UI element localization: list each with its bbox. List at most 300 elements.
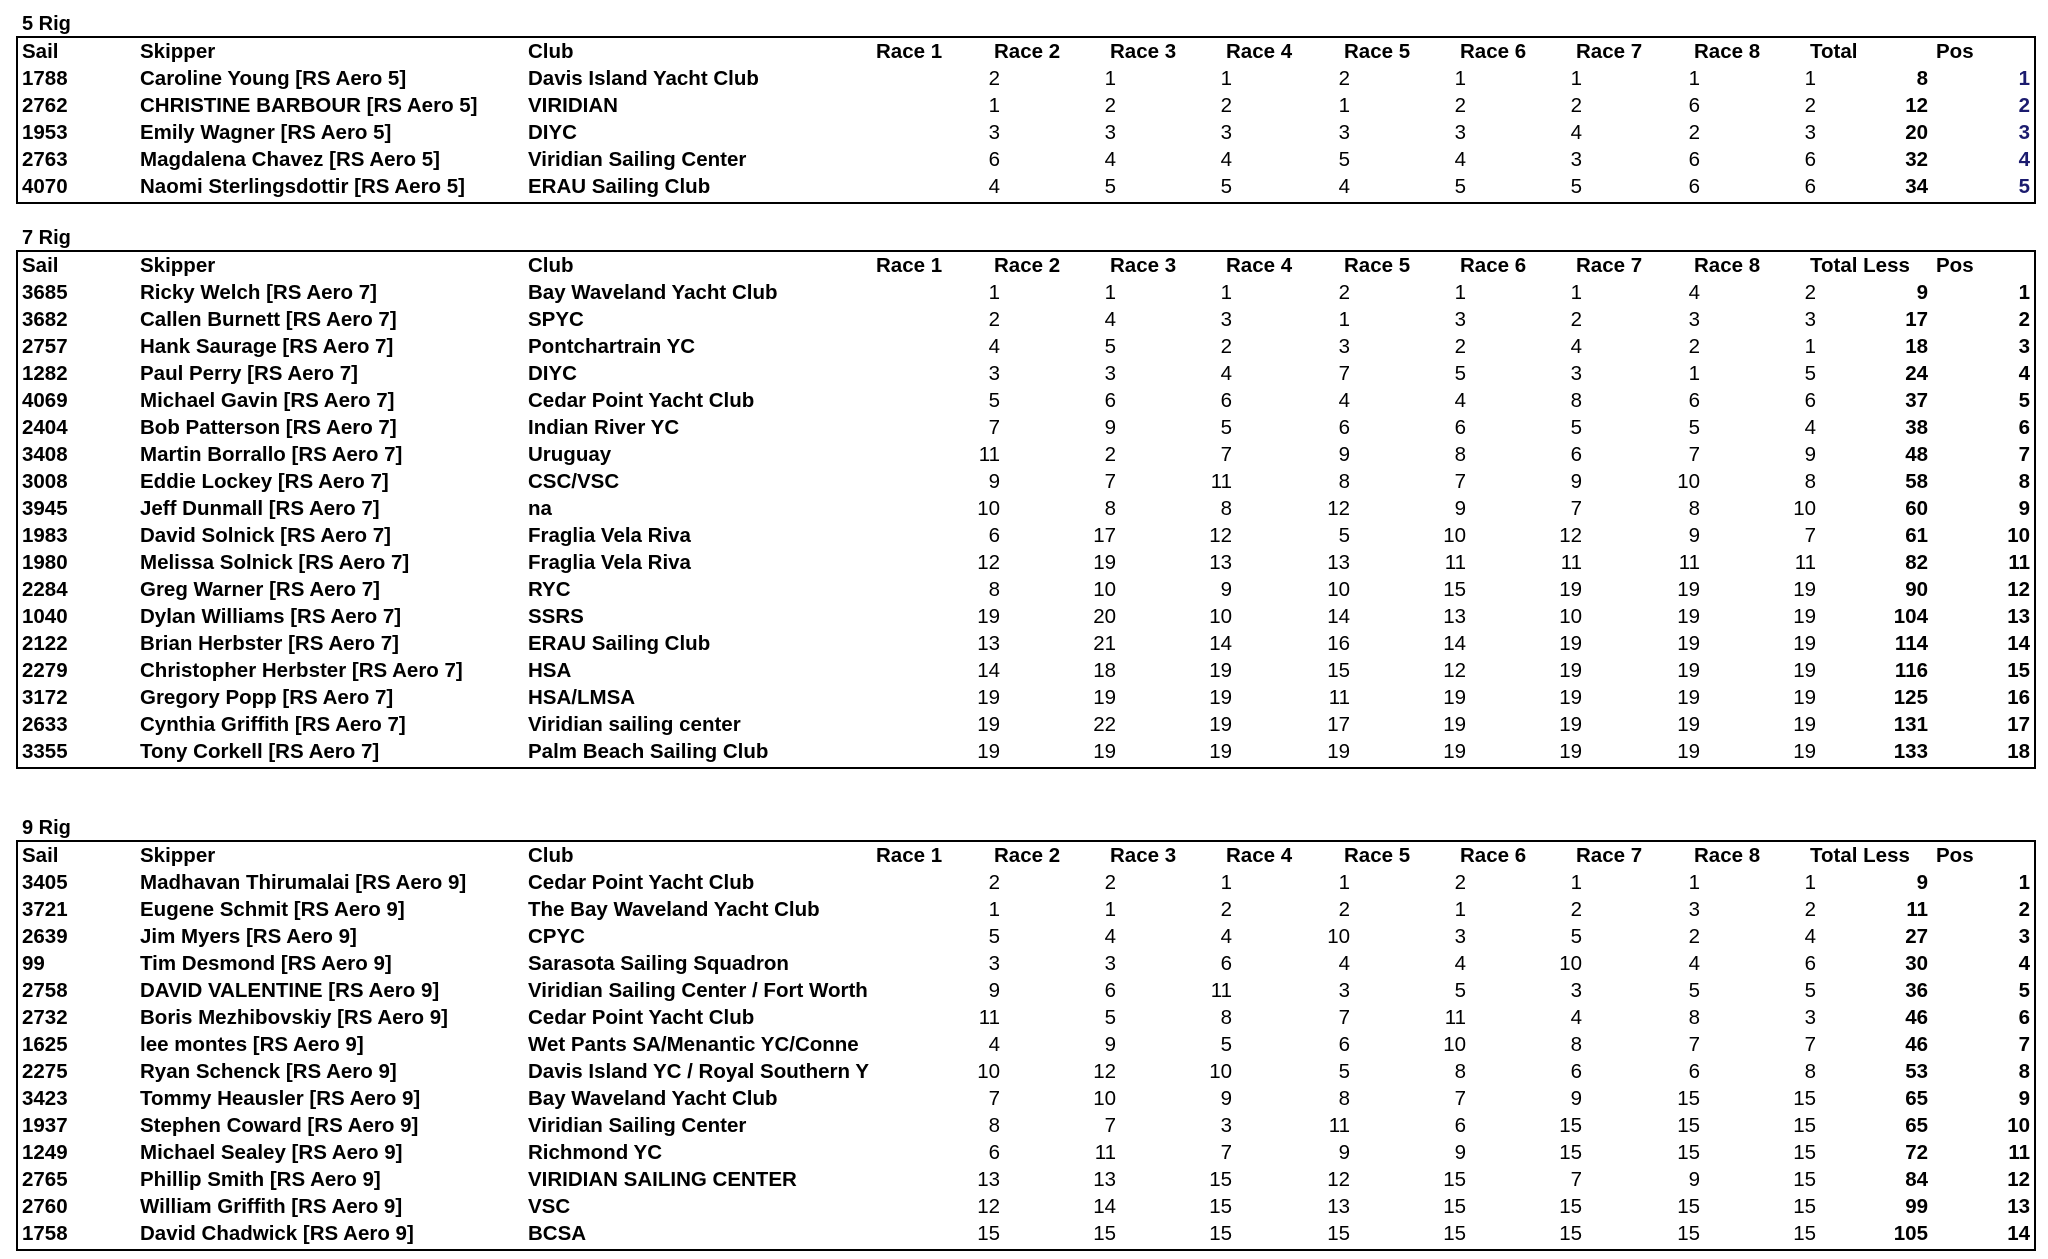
total-score: 37 — [1905, 389, 1928, 412]
table-row — [18, 1085, 2034, 1112]
race-score: 9 — [1804, 443, 1816, 466]
race-score: 15 — [1793, 1114, 1816, 1137]
skipper-name: Ricky Welch [RS Aero 7] — [140, 281, 377, 304]
race-score: 2 — [1220, 335, 1232, 358]
club-name: Sarasota Sailing Squadron — [528, 952, 789, 975]
race-score: 19 — [1443, 686, 1466, 709]
race-score: 15 — [1559, 1114, 1582, 1137]
table-row — [18, 1193, 2034, 1220]
race-score: 7 — [1338, 1006, 1350, 1029]
race-score: 19 — [1559, 578, 1582, 601]
total-score: 82 — [1905, 551, 1928, 574]
race-score: 7 — [1804, 524, 1816, 547]
skipper-name: Callen Burnett [RS Aero 7] — [140, 308, 397, 331]
sail-number: 2275 — [22, 1060, 68, 1083]
race-score: 2 — [1104, 94, 1116, 117]
total-score: 99 — [1905, 1195, 1928, 1218]
table-row — [18, 869, 2034, 896]
race-score: 6 — [1688, 389, 1700, 412]
position: 9 — [2018, 1087, 2030, 1110]
race-score: 6 — [1338, 1033, 1350, 1056]
race-score: 19 — [1443, 740, 1466, 763]
race-score: 1 — [1220, 871, 1232, 894]
race-score: 15 — [1443, 1168, 1466, 1191]
race-score: 4 — [988, 175, 1000, 198]
race-score: 5 — [1104, 1006, 1116, 1029]
race-score: 19 — [1677, 659, 1700, 682]
race-score: 9 — [1688, 1168, 1700, 1191]
race-score: 3 — [1804, 308, 1816, 331]
race-score: 2 — [1220, 898, 1232, 921]
header-race: Race 5 — [1344, 254, 1411, 277]
race-score: 3 — [1220, 121, 1232, 144]
header-club: Club — [528, 844, 574, 867]
total-score: 58 — [1905, 470, 1928, 493]
position: 7 — [2018, 1033, 2030, 1056]
position: 14 — [2007, 1222, 2030, 1245]
table-row — [18, 1031, 2034, 1058]
club-name: Viridian Sailing Center / Fort Worth — [528, 979, 868, 1002]
club-name: VSC — [528, 1195, 571, 1218]
race-score: 19 — [1677, 605, 1700, 628]
table-row — [18, 630, 2034, 657]
race-score: 19 — [1209, 659, 1232, 682]
race-score: 5 — [1688, 979, 1700, 1002]
total-score: 72 — [1905, 1141, 1928, 1164]
race-score: 10 — [977, 1060, 1000, 1083]
race-score: 7 — [1220, 443, 1232, 466]
race-score: 15 — [1327, 1222, 1350, 1245]
table-header-row — [18, 38, 2034, 65]
sail-number: 1937 — [22, 1114, 68, 1137]
skipper-name: Naomi Sterlingsdottir [RS Aero 5] — [140, 175, 465, 198]
race-score: 13 — [1093, 1168, 1116, 1191]
race-score: 9 — [1454, 1141, 1466, 1164]
race-score: 2 — [1338, 67, 1350, 90]
race-score: 19 — [977, 686, 1000, 709]
sail-number: 1625 — [22, 1033, 68, 1056]
skipper-name: Emily Wagner [RS Aero 5] — [140, 121, 392, 144]
table-row — [18, 333, 2034, 360]
race-score: 19 — [1559, 686, 1582, 709]
total-score: 32 — [1905, 148, 1928, 171]
skipper-name: lee montes [RS Aero 9] — [140, 1033, 364, 1056]
race-score: 5 — [1220, 175, 1232, 198]
race-score: 1 — [1454, 898, 1466, 921]
sail-number: 1758 — [22, 1222, 68, 1245]
race-score: 4 — [1688, 281, 1700, 304]
skipper-name: Brian Herbster [RS Aero 7] — [140, 632, 399, 655]
race-score: 5 — [1338, 1060, 1350, 1083]
race-score: 2 — [1688, 121, 1700, 144]
position: 9 — [2018, 497, 2030, 520]
sail-number: 2639 — [22, 925, 68, 948]
position: 3 — [2018, 925, 2030, 948]
club-name: Viridian Sailing Center — [528, 1114, 747, 1137]
sail-number: 4069 — [22, 389, 68, 412]
position: 7 — [2018, 443, 2030, 466]
race-score: 17 — [1327, 713, 1350, 736]
sail-number: 2279 — [22, 659, 68, 682]
race-score: 4 — [1454, 952, 1466, 975]
header-race: Race 7 — [1576, 254, 1643, 277]
race-score: 3 — [988, 121, 1000, 144]
position: 8 — [2018, 470, 2030, 493]
table-row — [18, 146, 2034, 173]
race-score: 6 — [1688, 148, 1700, 171]
sail-number: 1983 — [22, 524, 68, 547]
total-score: 12 — [1905, 94, 1928, 117]
race-score: 15 — [1327, 659, 1350, 682]
race-score: 10 — [1793, 497, 1816, 520]
race-score: 2 — [1804, 281, 1816, 304]
race-score: 1 — [988, 898, 1000, 921]
skipper-name: David Solnick [RS Aero 7] — [140, 524, 391, 547]
race-score: 6 — [988, 524, 1000, 547]
race-score: 8 — [1688, 1006, 1700, 1029]
race-score: 6 — [1804, 389, 1816, 412]
race-score: 9 — [1104, 1033, 1116, 1056]
race-score: 21 — [1093, 632, 1116, 655]
race-score: 13 — [977, 1168, 1000, 1191]
club-name: Fraglia Vela Riva — [528, 551, 691, 574]
club-name: Wet Pants SA/Menantic YC/Conne — [528, 1033, 859, 1056]
race-score: 11 — [1794, 551, 1816, 574]
position: 3 — [2018, 121, 2030, 144]
race-score: 11 — [1444, 1006, 1466, 1029]
club-name: SPYC — [528, 308, 584, 331]
header-race: Race 8 — [1694, 254, 1761, 277]
sail-number: 3682 — [22, 308, 68, 331]
race-score: 3 — [1454, 308, 1466, 331]
header-pos: Pos — [1936, 844, 1974, 867]
club-name: ERAU Sailing Club — [528, 632, 711, 655]
header-skipper: Skipper — [140, 844, 216, 867]
skipper-name: Magdalena Chavez [RS Aero 5] — [140, 148, 440, 171]
header-race: Race 3 — [1110, 254, 1177, 277]
section-title: 9 Rig — [22, 817, 71, 839]
section-title: 5 Rig — [22, 13, 71, 35]
race-score: 1 — [1338, 94, 1350, 117]
race-score: 5 — [1338, 524, 1350, 547]
race-score: 4 — [1104, 148, 1116, 171]
position: 11 — [2008, 551, 2030, 574]
race-score: 11 — [1444, 551, 1466, 574]
sail-number: 2760 — [22, 1195, 68, 1218]
table-row — [18, 977, 2034, 1004]
race-score: 8 — [1688, 497, 1700, 520]
race-score: 3 — [1104, 121, 1116, 144]
sail-number: 2284 — [22, 578, 68, 601]
race-score: 13 — [977, 632, 1000, 655]
race-score: 5 — [988, 925, 1000, 948]
race-score: 3 — [1104, 362, 1116, 385]
race-score: 1 — [1454, 67, 1466, 90]
table-header-row — [18, 842, 2034, 869]
race-score: 2 — [1804, 898, 1816, 921]
race-score: 7 — [1220, 1141, 1232, 1164]
sail-number: 3355 — [22, 740, 68, 763]
position: 2 — [2018, 94, 2030, 117]
race-score: 15 — [1443, 1195, 1466, 1218]
header-race: Race 2 — [994, 40, 1061, 63]
club-name: BCSA — [528, 1222, 587, 1245]
table-row — [18, 522, 2034, 549]
header-race: Race 6 — [1460, 254, 1527, 277]
position: 11 — [2008, 1141, 2030, 1164]
skipper-name: Bob Patterson [RS Aero 7] — [140, 416, 397, 439]
race-score: 1 — [1688, 362, 1700, 385]
race-score: 2 — [1104, 443, 1116, 466]
race-score: 9 — [1104, 416, 1116, 439]
header-race: Race 8 — [1694, 844, 1761, 867]
table-row — [18, 603, 2034, 630]
race-score: 19 — [1677, 713, 1700, 736]
race-score: 6 — [1688, 94, 1700, 117]
table-row — [18, 950, 2034, 977]
race-score: 10 — [1559, 605, 1582, 628]
race-score: 19 — [977, 713, 1000, 736]
table-row — [18, 468, 2034, 495]
race-score: 9 — [1454, 497, 1466, 520]
club-name: DIYC — [528, 121, 577, 144]
skipper-name: Greg Warner [RS Aero 7] — [140, 578, 380, 601]
header-sail: Sail — [22, 254, 59, 277]
sail-number: 1249 — [22, 1141, 68, 1164]
sail-number: 3945 — [22, 497, 68, 520]
position: 4 — [2018, 362, 2030, 385]
position: 2 — [2018, 898, 2030, 921]
sail-number: 4070 — [22, 175, 68, 198]
header-race: Race 4 — [1226, 40, 1293, 63]
position: 5 — [2018, 979, 2030, 1002]
race-score: 19 — [1559, 740, 1582, 763]
table-row — [18, 92, 2034, 119]
race-score: 5 — [1220, 416, 1232, 439]
total-score: 65 — [1905, 1087, 1928, 1110]
skipper-name: David Chadwick [RS Aero 9] — [140, 1222, 414, 1245]
race-score: 2 — [1104, 871, 1116, 894]
total-score: 24 — [1905, 362, 1928, 385]
skipper-name: CHRISTINE BARBOUR [RS Aero 5] — [140, 94, 478, 117]
club-name: Cedar Point Yacht Club — [528, 389, 755, 412]
skipper-name: Jeff Dunmall [RS Aero 7] — [140, 497, 380, 520]
race-score: 3 — [1570, 362, 1582, 385]
table-row — [18, 173, 2034, 200]
race-score: 13 — [1209, 551, 1232, 574]
skipper-name: Christopher Herbster [RS Aero 7] — [140, 659, 463, 682]
sail-number: 1040 — [22, 605, 68, 628]
total-score: 61 — [1905, 524, 1928, 547]
race-score: 1 — [1804, 871, 1816, 894]
results-table — [16, 840, 2036, 1251]
race-score: 1 — [1570, 67, 1582, 90]
table-row — [18, 576, 2034, 603]
position: 10 — [2007, 524, 2030, 547]
race-score: 19 — [1209, 686, 1232, 709]
total-score: 11 — [1906, 898, 1928, 921]
race-score: 6 — [1804, 952, 1816, 975]
total-score: 53 — [1905, 1060, 1928, 1083]
race-score: 15 — [1559, 1141, 1582, 1164]
race-score: 12 — [1443, 659, 1466, 682]
total-score: 34 — [1905, 175, 1928, 198]
position: 4 — [2018, 952, 2030, 975]
race-score: 1 — [988, 94, 1000, 117]
race-score: 15 — [1793, 1141, 1816, 1164]
club-name: Fraglia Vela Riva — [528, 524, 691, 547]
race-score: 8 — [1454, 1060, 1466, 1083]
race-score: 9 — [1338, 1141, 1350, 1164]
skipper-name: Tim Desmond [RS Aero 9] — [140, 952, 392, 975]
race-score: 8 — [1570, 1033, 1582, 1056]
total-score: 104 — [1893, 605, 1928, 628]
race-score: 15 — [1093, 1222, 1116, 1245]
race-score: 5 — [1454, 362, 1466, 385]
race-score: 12 — [1559, 524, 1582, 547]
race-score: 14 — [1093, 1195, 1116, 1218]
race-score: 8 — [1220, 1006, 1232, 1029]
sail-number: 3405 — [22, 871, 68, 894]
table-row — [18, 1166, 2034, 1193]
race-score: 10 — [1327, 925, 1350, 948]
header-pos: Pos — [1936, 254, 1974, 277]
race-score: 6 — [1454, 416, 1466, 439]
race-score: 9 — [988, 979, 1000, 1002]
header-race: Race 4 — [1226, 254, 1293, 277]
race-score: 6 — [1804, 175, 1816, 198]
table-row — [18, 306, 2034, 333]
results-section — [16, 816, 2036, 1251]
skipper-name: Gregory Popp [RS Aero 7] — [140, 686, 394, 709]
race-score: 1 — [1688, 871, 1700, 894]
race-score: 15 — [1209, 1168, 1232, 1191]
race-score: 5 — [1804, 362, 1816, 385]
race-score: 19 — [1677, 578, 1700, 601]
table-row — [18, 441, 2034, 468]
race-score: 19 — [1793, 605, 1816, 628]
race-score: 8 — [988, 578, 1000, 601]
sail-number: 1282 — [22, 362, 68, 385]
total-score: 116 — [1894, 659, 1928, 682]
race-score: 19 — [1093, 686, 1116, 709]
race-score: 6 — [1104, 979, 1116, 1002]
race-score: 19 — [1793, 659, 1816, 682]
race-score: 4 — [1688, 952, 1700, 975]
race-score: 3 — [1454, 121, 1466, 144]
race-score: 6 — [1570, 443, 1582, 466]
race-score: 4 — [1104, 308, 1116, 331]
race-score: 1 — [1570, 871, 1582, 894]
race-score: 19 — [1559, 713, 1582, 736]
table-row — [18, 1220, 2034, 1247]
header-race: Race 1 — [876, 40, 943, 63]
race-score: 1 — [1104, 898, 1116, 921]
race-score: 10 — [1093, 1087, 1116, 1110]
race-score: 6 — [1454, 1114, 1466, 1137]
race-score: 15 — [1677, 1141, 1700, 1164]
sail-number: 2404 — [22, 416, 68, 439]
race-score: 19 — [1209, 713, 1232, 736]
race-score: 15 — [1209, 1195, 1232, 1218]
race-score: 14 — [1327, 605, 1350, 628]
race-score: 2 — [988, 871, 1000, 894]
race-score: 15 — [1559, 1195, 1582, 1218]
total-score: 133 — [1893, 740, 1928, 763]
sail-number: 1980 — [22, 551, 68, 574]
club-name: Bay Waveland Yacht Club — [528, 281, 778, 304]
club-name: HSA/LMSA — [528, 686, 636, 709]
race-score: 19 — [1793, 632, 1816, 655]
sail-number: 1788 — [22, 67, 68, 90]
race-score: 5 — [1570, 175, 1582, 198]
race-score: 10 — [1327, 578, 1350, 601]
race-score: 15 — [977, 1222, 1000, 1245]
race-score: 8 — [1570, 389, 1582, 412]
total-score: 131 — [1893, 713, 1928, 736]
race-score: 4 — [1104, 925, 1116, 948]
table-row — [18, 495, 2034, 522]
total-score: 65 — [1905, 1114, 1928, 1137]
race-score: 8 — [1454, 443, 1466, 466]
race-score: 6 — [1688, 175, 1700, 198]
race-score: 15 — [1443, 1222, 1466, 1245]
total-score: 27 — [1905, 925, 1928, 948]
club-name: Cedar Point Yacht Club — [528, 871, 755, 894]
club-name: VIRIDIAN SAILING CENTER — [528, 1168, 797, 1191]
race-score: 3 — [1220, 1114, 1232, 1137]
header-club: Club — [528, 254, 574, 277]
race-score: 4 — [988, 335, 1000, 358]
race-score: 4 — [1220, 362, 1232, 385]
total-score: 125 — [1893, 686, 1928, 709]
race-score: 10 — [977, 497, 1000, 520]
race-score: 13 — [1327, 551, 1350, 574]
table-row — [18, 414, 2034, 441]
race-score: 16 — [1327, 632, 1350, 655]
sail-number: 3408 — [22, 443, 68, 466]
sail-number: 2122 — [22, 632, 68, 655]
position: 3 — [2018, 335, 2030, 358]
race-score: 9 — [1570, 1087, 1582, 1110]
race-score: 11 — [1560, 551, 1582, 574]
table-row — [18, 711, 2034, 738]
race-score: 12 — [977, 551, 1000, 574]
total-score: 46 — [1905, 1033, 1928, 1056]
results-table — [16, 36, 2036, 204]
race-score: 8 — [1338, 470, 1350, 493]
race-score: 1 — [988, 281, 1000, 304]
race-score: 17 — [1093, 524, 1116, 547]
race-score: 14 — [1209, 632, 1232, 655]
club-name: Bay Waveland Yacht Club — [528, 1087, 778, 1110]
race-score: 10 — [1677, 470, 1700, 493]
race-score: 2 — [1454, 94, 1466, 117]
position: 4 — [2018, 148, 2030, 171]
race-score: 19 — [1443, 713, 1466, 736]
header-race: Race 3 — [1110, 40, 1177, 63]
race-score: 6 — [1570, 1060, 1582, 1083]
race-score: 19 — [1327, 740, 1350, 763]
race-score: 20 — [1093, 605, 1116, 628]
race-score: 3 — [1570, 979, 1582, 1002]
club-name: Indian River YC — [528, 416, 680, 439]
skipper-name: Melissa Solnick [RS Aero 7] — [140, 551, 410, 574]
race-score: 8 — [1804, 470, 1816, 493]
race-score: 9 — [1220, 578, 1232, 601]
total-score: 38 — [1905, 416, 1928, 439]
header-skipper: Skipper — [140, 40, 216, 63]
